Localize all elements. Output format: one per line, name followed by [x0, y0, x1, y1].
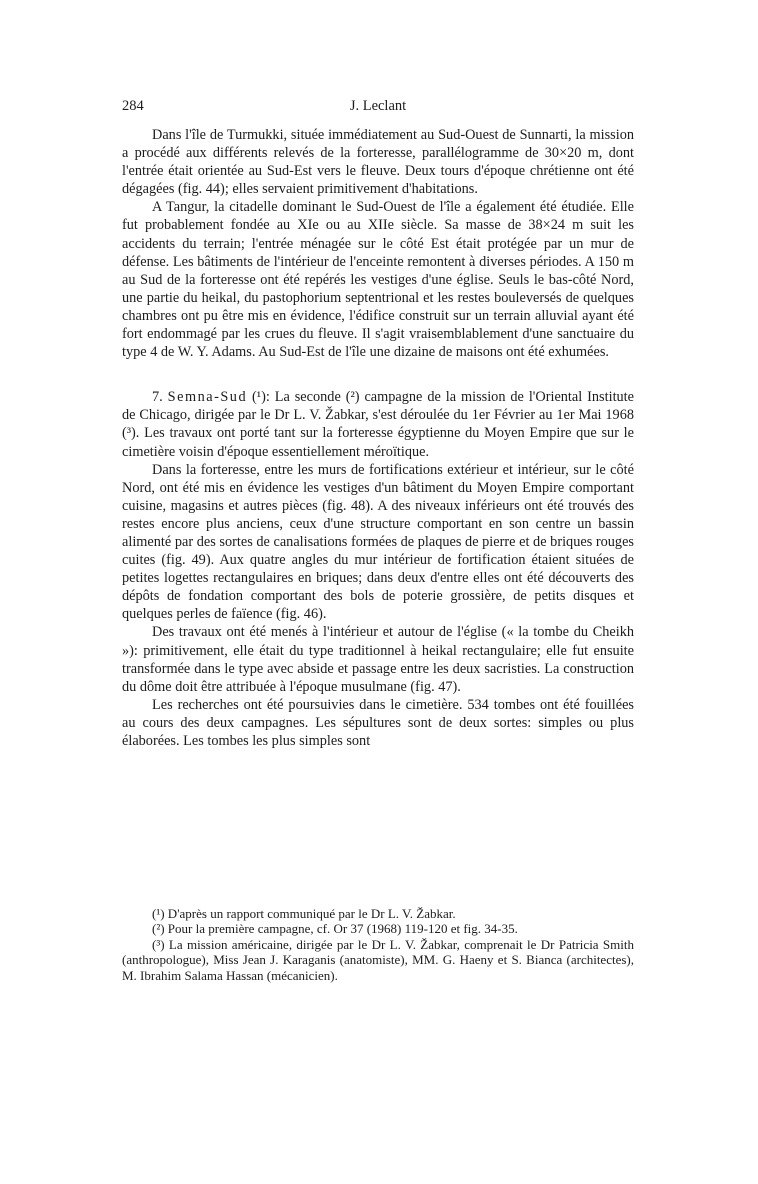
section-number: 7. — [152, 389, 163, 406]
footnote-2: (²) Pour la première campagne, cf. Or 37 (1968) 119-120 et fig. 34-35. — [152, 921, 518, 937]
paragraph-eglise: Des travaux ont été menés à l'intérieur et autour de l'église (« la tombe du Cheikh »): primitivement, elle était du type traditionnel à heikal rectangulaire; elle fut ensuite transformée dans le type avec abside et passage entre les deux sacristies. La construction du dôme doit être attribuée à l'époque musulmane (fig. 47). — [122, 624, 634, 695]
main-text — [122, 126, 634, 750]
section-7-paragraph — [122, 388, 634, 460]
paragraph-tangur: A Tangur, la citadelle dominant le Sud-Ouest de l'île a également été étudiée. Elle fut probablement fondée au XIe ou au XIIe siècle. Sa masse de 38×24 m suit les accidents du terrain; l'entrée ménagée sur le côté Est était protégée par un mur de défense. Les bâtiments de l'intérieur de l'enceinte remontent à diverses périodes. A 150 m au Sud de la forteresse ont été repérés les vestiges d'une église. Seuls le bas-côté Nord, une partie du heikal, du pastophorium septentrional et les restes bouleversés de quelques chambres ont pu être mis en évidence, l'édifice construit sur un terrain alluvial ayant été fort endommagé par les crues du fleuve. Il s'agit vraisemblablement d'une sanctuaire du type 4 de W. Y. Adams. Au Sud-Est de l'île une dizaine de maisons ont été exhumées. — [122, 199, 634, 361]
section-title: Semna-Sud — [167, 389, 248, 406]
paragraph-turmukki: Dans l'île de Turmukki, située immédiatement au Sud-Ouest de Sunnarti, la mission a procédé aux différents relevés de la forteresse, parallélogramme de 30×20 m, dont l'entrée était orientée au Sud-Est vers le fleuve. Deux tours d'époque chrétienne ont été dégagées (fig. 44); elles servaient primitivement d'habitations. — [122, 127, 634, 198]
section-text: (¹): La seconde (²) campagne de la mission de l'Oriental Institute de Chicago, dirigée par le Dr L. V. Žabkar, s'est déroulée du 1er Février au 1er Mai 1968 (³). Les travaux ont porté tant sur la forteresse égyptienne du Moyen Empire que sur le cimetière voisin d'époque essentiellement méroïtique. — [122, 389, 635, 460]
paragraph-cimetiere: Les recherches ont été poursuivies dans le cimetière. 534 tombes ont été fouillées au cours des deux campagnes. Les sépultures sont de deux sortes: simples ou plus élaborées. Les tombes les plus simples sont — [122, 696, 634, 749]
running-head: J. Leclant — [349, 98, 407, 114]
paragraph-forteresse: Dans la forteresse, entre les murs de fortifications extérieur et intérieur, sur le côté Nord, ont été mis en évidence les vestiges d'un bâtiment du Moyen Empire comportant cuisine, magasins et autres pièces (fig. 48). A des niveaux inférieurs ont été trouvés des restes encore plus anciens, ceux d'une structure comportant en son centre un bassin alimenté par des sortes de canalisations formées de plaques de pierre et de briques rouges cuites (fig. 49). Aux quatre angles du mur intérieur de fortification étaient situées de petites logettes rectangulaires en briques; dans deux d'entre elles ont été découverts des dépôts de fondation comportant des bols de poterie grossière, de petits disques et quelques perles de faïence (fig. 46). — [122, 461, 634, 623]
page-number: 284 — [122, 98, 144, 114]
footnote-1: (¹) D'après un rapport communiqué par le Dr L. V. Žabkar. — [152, 906, 456, 921]
footnotes — [122, 906, 634, 983]
footnote-3: (³) La mission américaine, dirigée par le Dr L. V. Žabkar, comprenait le Dr Patricia Smith (anthropologue), Miss Jean J. Karaganis (anatomiste), MM. G. Haeny et S. Bianca (architectes), M. Ibrahim Salama Hassan (mécanicien). — [122, 936, 634, 983]
page-header — [122, 98, 634, 118]
